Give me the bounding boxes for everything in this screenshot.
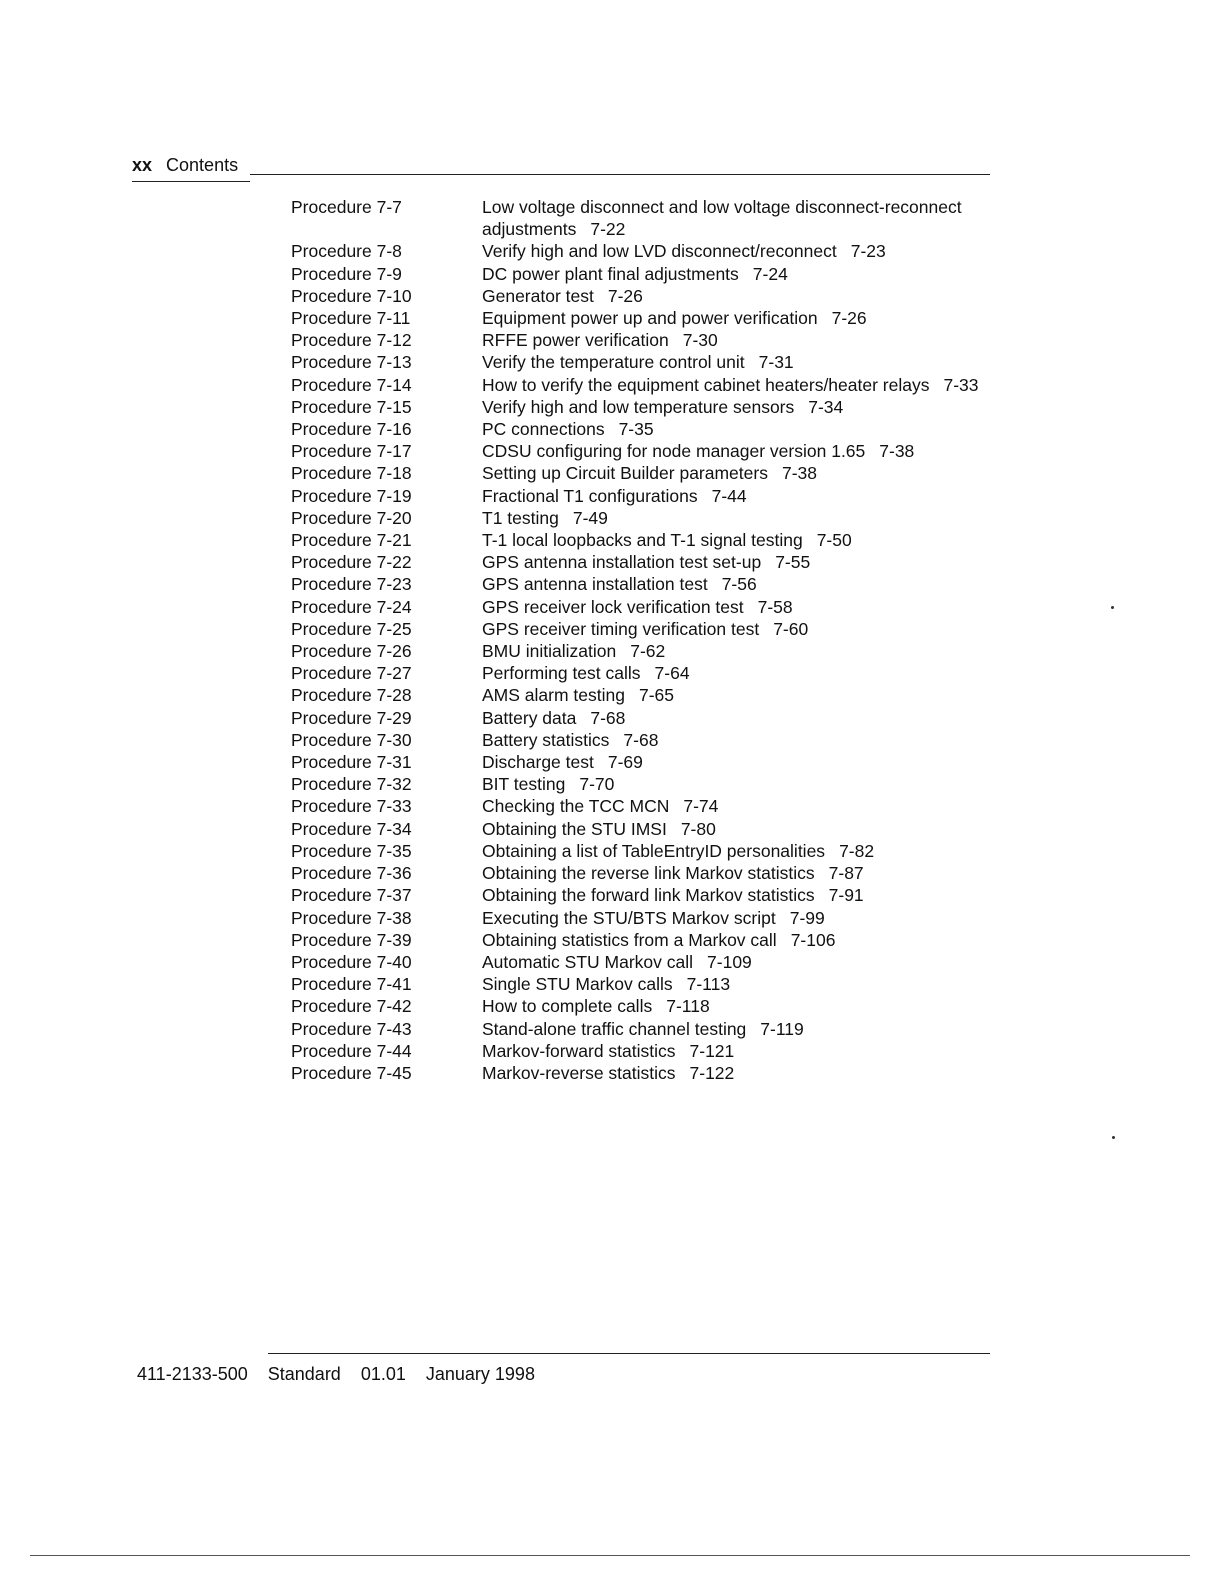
toc-entry bbox=[291, 440, 1011, 462]
document-date: January 1998 bbox=[425, 1364, 535, 1384]
document-number: 411-2133-500 bbox=[137, 1364, 248, 1384]
toc-entry-procedure: Procedure 7-29 bbox=[291, 707, 412, 728]
toc-entry-title: Performing test calls bbox=[482, 663, 641, 684]
toc-entry bbox=[291, 995, 1011, 1017]
toc-entry bbox=[291, 707, 1011, 729]
toc-entry-title-block bbox=[482, 329, 1011, 351]
toc-entry-page: 7-64 bbox=[654, 663, 690, 684]
toc-entry-page: 7-74 bbox=[683, 796, 719, 817]
toc-entry-title: Executing the STU/BTS Markov script bbox=[482, 907, 776, 928]
toc-entry-title-block bbox=[482, 396, 1011, 418]
toc-entry bbox=[291, 840, 1011, 862]
toc-entry-page: 7-69 bbox=[607, 752, 643, 773]
toc-entry-title: GPS receiver timing verification test bbox=[482, 618, 760, 639]
toc-entry-title: CDSU configuring for node manager version 1.65 bbox=[482, 441, 866, 462]
toc-entry-title: Obtaining statistics from a Markov call bbox=[482, 929, 777, 950]
toc-entry-procedure: Procedure 7-42 bbox=[291, 996, 412, 1017]
toc-entry-title-block bbox=[482, 573, 1011, 595]
toc-entry-title: Battery data bbox=[482, 707, 577, 728]
toc-entry-title: DC power plant final adjustments bbox=[482, 263, 739, 284]
toc-entry bbox=[291, 884, 1011, 906]
toc-entry-page: 7-50 bbox=[816, 530, 852, 551]
toc-entry bbox=[291, 907, 1011, 929]
toc-entry-title-block bbox=[482, 818, 1011, 840]
toc-entry-title: Obtaining the forward link Markov statistics bbox=[482, 885, 815, 906]
toc-entry bbox=[291, 618, 1011, 640]
toc-entry-title-block bbox=[482, 196, 1011, 240]
toc-entry-title-block bbox=[482, 884, 1011, 906]
toc-entry-procedure: Procedure 7-8 bbox=[291, 241, 402, 262]
toc-entry-procedure: Procedure 7-9 bbox=[291, 263, 402, 284]
toc-entry bbox=[291, 818, 1011, 840]
toc-entry-page: 7-121 bbox=[689, 1040, 735, 1061]
toc-entry-title-block bbox=[482, 285, 1011, 307]
toc-entry-page: 7-119 bbox=[760, 1018, 804, 1039]
toc-entry-title-block bbox=[482, 507, 1011, 529]
toc-entry-title: Verify the temperature control unit bbox=[482, 352, 745, 373]
toc-entry-title-block bbox=[482, 795, 1011, 817]
toc-entry-page: 7-34 bbox=[808, 396, 844, 417]
toc-entry-procedure: Procedure 7-30 bbox=[291, 729, 412, 750]
toc-entry-page: 7-65 bbox=[638, 685, 674, 706]
toc-entry-title: Checking the TCC MCN bbox=[482, 796, 670, 817]
toc-entry-procedure: Procedure 7-10 bbox=[291, 285, 412, 306]
toc-entry-page: 7-38 bbox=[781, 463, 817, 484]
toc-entry-title: Verify high and low temperature sensors bbox=[482, 396, 795, 417]
toc-entry-title-block bbox=[482, 529, 1011, 551]
toc-entry-page: 7-22 bbox=[590, 219, 626, 240]
toc-entry-page: 7-122 bbox=[689, 1062, 735, 1083]
toc-entry-title: RFFE power verification bbox=[482, 330, 669, 351]
toc-entry-procedure: Procedure 7-20 bbox=[291, 507, 412, 528]
document-issue: 01.01 bbox=[360, 1364, 406, 1384]
toc-entry-title: Stand-alone traffic channel testing bbox=[482, 1018, 747, 1039]
toc-entry-page: 7-30 bbox=[682, 330, 718, 351]
toc-entry-page: 7-118 bbox=[666, 996, 710, 1017]
toc-entry-title: Markov-reverse statistics bbox=[482, 1062, 676, 1083]
table-of-contents bbox=[291, 196, 1011, 1084]
toc-entry-title-block bbox=[482, 263, 1011, 285]
toc-entry-procedure: Procedure 7-35 bbox=[291, 840, 412, 861]
toc-entry-procedure: Procedure 7-23 bbox=[291, 574, 412, 595]
toc-entry-title: AMS alarm testing bbox=[482, 685, 625, 706]
toc-entry bbox=[291, 1062, 1011, 1084]
toc-entry-title: Battery statistics bbox=[482, 729, 610, 750]
toc-entry-page: 7-26 bbox=[831, 308, 867, 329]
toc-entry bbox=[291, 729, 1011, 751]
toc-entry bbox=[291, 751, 1011, 773]
toc-entry-procedure: Procedure 7-25 bbox=[291, 618, 412, 639]
toc-entry-title: Generator test bbox=[482, 285, 594, 306]
toc-entry-procedure: Procedure 7-36 bbox=[291, 863, 412, 884]
toc-entry-procedure: Procedure 7-43 bbox=[291, 1018, 412, 1039]
toc-entry-title: T1 testing bbox=[482, 507, 559, 528]
page-number: xx bbox=[132, 155, 153, 175]
toc-entry-procedure: Procedure 7-37 bbox=[291, 885, 412, 906]
toc-entry-title-block bbox=[482, 1040, 1011, 1062]
toc-entry-page: 7-56 bbox=[721, 574, 757, 595]
section-title: Contents bbox=[166, 155, 239, 175]
toc-entry-title-block bbox=[482, 929, 1011, 951]
toc-entry bbox=[291, 551, 1011, 573]
toc-entry-title-block bbox=[482, 1062, 1011, 1084]
toc-entry bbox=[291, 640, 1011, 662]
toc-entry bbox=[291, 951, 1011, 973]
toc-entry-procedure: Procedure 7-38 bbox=[291, 907, 412, 928]
toc-entry bbox=[291, 351, 1011, 373]
toc-entry-title-block bbox=[482, 418, 1011, 440]
toc-entry bbox=[291, 862, 1011, 884]
toc-entry bbox=[291, 596, 1011, 618]
toc-entry-procedure: Procedure 7-26 bbox=[291, 641, 412, 662]
toc-entry bbox=[291, 662, 1011, 684]
toc-entry-title: Obtaining the reverse link Markov statistics bbox=[482, 863, 815, 884]
toc-entry-page: 7-80 bbox=[680, 818, 716, 839]
toc-entry-title: GPS antenna installation test set-up bbox=[482, 552, 762, 573]
toc-entry bbox=[291, 1018, 1011, 1040]
toc-entry-page: 7-58 bbox=[757, 596, 793, 617]
toc-entry-title-block bbox=[482, 729, 1011, 751]
toc-entry bbox=[291, 329, 1011, 351]
toc-entry-title: GPS antenna installation test bbox=[482, 574, 708, 595]
toc-entry-procedure: Procedure 7-27 bbox=[291, 663, 412, 684]
toc-entry-page: 7-91 bbox=[828, 885, 864, 906]
toc-entry-title-block bbox=[482, 951, 1011, 973]
toc-entry-title-block bbox=[482, 618, 1011, 640]
toc-entry-title: Low voltage disconnect and low voltage disconnect-reconnect adjustments bbox=[482, 197, 962, 240]
toc-entry-title-block bbox=[482, 640, 1011, 662]
toc-entry-procedure: Procedure 7-28 bbox=[291, 685, 412, 706]
document-status: Standard bbox=[267, 1364, 341, 1384]
toc-entry-title: Fractional T1 configurations bbox=[482, 485, 698, 506]
toc-entry-procedure: Procedure 7-16 bbox=[291, 419, 412, 440]
toc-entry-procedure: Procedure 7-31 bbox=[291, 752, 412, 773]
toc-entry-page: 7-82 bbox=[839, 840, 875, 861]
toc-entry-procedure: Procedure 7-39 bbox=[291, 929, 412, 950]
toc-entry bbox=[291, 418, 1011, 440]
toc-entry-title: How to complete calls bbox=[482, 996, 653, 1017]
toc-entry-title-block bbox=[482, 440, 1011, 462]
toc-entry-page: 7-35 bbox=[618, 419, 654, 440]
toc-entry-title-block bbox=[482, 862, 1011, 884]
toc-entry bbox=[291, 396, 1011, 418]
toc-entry-title: Equipment power up and power verification bbox=[482, 308, 818, 329]
toc-entry-title: Setting up Circuit Builder parameters bbox=[482, 463, 768, 484]
toc-entry-title-block bbox=[482, 1018, 1011, 1040]
toc-entry-procedure: Procedure 7-11 bbox=[291, 308, 411, 329]
toc-entry bbox=[291, 285, 1011, 307]
toc-entry bbox=[291, 263, 1011, 285]
toc-entry-procedure: Procedure 7-33 bbox=[291, 796, 412, 817]
toc-entry-procedure: Procedure 7-22 bbox=[291, 552, 412, 573]
toc-entry-title-block bbox=[482, 596, 1011, 618]
toc-entry-title-block bbox=[482, 307, 1011, 329]
toc-entry-page: 7-62 bbox=[630, 641, 666, 662]
toc-entry-procedure: Procedure 7-19 bbox=[291, 485, 412, 506]
toc-entry bbox=[291, 773, 1011, 795]
toc-entry-title: Obtaining the STU IMSI bbox=[482, 818, 667, 839]
toc-entry-page: 7-31 bbox=[758, 352, 794, 373]
toc-entry-title: GPS receiver lock verification test bbox=[482, 596, 744, 617]
toc-entry-page: 7-68 bbox=[623, 729, 659, 750]
toc-entry-title: Single STU Markov calls bbox=[482, 974, 673, 995]
toc-entry-procedure: Procedure 7-34 bbox=[291, 818, 412, 839]
footer-rule bbox=[268, 1353, 990, 1354]
toc-entry-procedure: Procedure 7-14 bbox=[291, 374, 412, 395]
toc-entry-page: 7-60 bbox=[773, 618, 809, 639]
page-edge-rule bbox=[30, 1555, 1190, 1556]
toc-entry-page: 7-26 bbox=[607, 285, 643, 306]
toc-entry bbox=[291, 684, 1011, 706]
toc-entry-procedure: Procedure 7-13 bbox=[291, 352, 412, 373]
toc-entry-procedure: Procedure 7-44 bbox=[291, 1040, 412, 1061]
toc-entry bbox=[291, 573, 1011, 595]
toc-entry-page: 7-99 bbox=[789, 907, 825, 928]
toc-entry bbox=[291, 1040, 1011, 1062]
toc-entry bbox=[291, 973, 1011, 995]
toc-entry bbox=[291, 795, 1011, 817]
toc-entry-title-block bbox=[482, 684, 1011, 706]
toc-entry-title-block bbox=[482, 907, 1011, 929]
toc-entry-procedure: Procedure 7-24 bbox=[291, 596, 412, 617]
toc-entry-title: How to verify the equipment cabinet heaters/heater relays bbox=[482, 374, 930, 395]
toc-entry bbox=[291, 307, 1011, 329]
toc-entry bbox=[291, 240, 1011, 262]
toc-entry-title-block bbox=[482, 751, 1011, 773]
toc-entry-title-block bbox=[482, 707, 1011, 729]
toc-entry-procedure: Procedure 7-41 bbox=[291, 974, 412, 995]
toc-entry-title-block bbox=[482, 973, 1011, 995]
toc-entry-procedure: Procedure 7-21 bbox=[291, 530, 412, 551]
toc-entry-page: 7-33 bbox=[943, 374, 979, 395]
toc-entry-title-block bbox=[482, 662, 1011, 684]
toc-entry-title-block bbox=[482, 551, 1011, 573]
toc-entry-title: PC connections bbox=[482, 419, 605, 440]
toc-entry-page: 7-24 bbox=[752, 263, 788, 284]
header-rule-short bbox=[132, 181, 250, 182]
toc-entry bbox=[291, 929, 1011, 951]
header-rule-long bbox=[250, 174, 990, 175]
toc-entry-page: 7-49 bbox=[572, 507, 608, 528]
toc-entry-page: 7-87 bbox=[828, 863, 864, 884]
toc-entry-title-block bbox=[482, 773, 1011, 795]
toc-entry-title-block bbox=[482, 462, 1011, 484]
scan-speck bbox=[1111, 606, 1114, 609]
toc-entry-title: Obtaining a list of TableEntryID personalities bbox=[482, 840, 826, 861]
toc-entry bbox=[291, 529, 1011, 551]
toc-entry bbox=[291, 374, 1011, 396]
toc-entry-title: Verify high and low LVD disconnect/reconnect bbox=[482, 241, 837, 262]
toc-entry-procedure: Procedure 7-32 bbox=[291, 774, 412, 795]
toc-entry-procedure: Procedure 7-45 bbox=[291, 1062, 412, 1083]
toc-entry-page: 7-38 bbox=[879, 441, 915, 462]
toc-entry-title: BMU initialization bbox=[482, 641, 617, 662]
toc-entry bbox=[291, 485, 1011, 507]
toc-entry bbox=[291, 462, 1011, 484]
toc-entry-page: 7-106 bbox=[790, 929, 836, 950]
toc-entry-title: T-1 local loopbacks and T-1 signal testing bbox=[482, 530, 803, 551]
toc-entry bbox=[291, 196, 1011, 240]
toc-entry-page: 7-44 bbox=[711, 485, 747, 506]
toc-entry-page: 7-55 bbox=[775, 552, 811, 573]
toc-entry-title-block bbox=[482, 351, 1011, 373]
toc-entry-title: BIT testing bbox=[482, 774, 566, 795]
toc-entry-page: 7-113 bbox=[686, 974, 731, 995]
page-footer bbox=[137, 1364, 555, 1385]
toc-entry-title-block bbox=[482, 840, 1011, 862]
toc-entry-title-block bbox=[482, 995, 1011, 1017]
toc-entry-title: Markov-forward statistics bbox=[482, 1040, 676, 1061]
toc-entry-procedure: Procedure 7-18 bbox=[291, 463, 412, 484]
toc-entry-procedure: Procedure 7-7 bbox=[291, 197, 402, 217]
scan-speck bbox=[1112, 1136, 1115, 1139]
toc-entry-title-block bbox=[482, 485, 1011, 507]
toc-entry-procedure: Procedure 7-17 bbox=[291, 441, 412, 462]
toc-entry-title: Discharge test bbox=[482, 752, 594, 773]
toc-entry-page: 7-23 bbox=[850, 241, 886, 262]
toc-entry bbox=[291, 507, 1011, 529]
toc-entry-title-block bbox=[482, 240, 1011, 262]
toc-entry-page: 7-68 bbox=[590, 707, 626, 728]
toc-entry-procedure: Procedure 7-40 bbox=[291, 951, 412, 972]
page-header bbox=[132, 155, 238, 176]
toc-entry-page: 7-70 bbox=[579, 774, 615, 795]
toc-entry-procedure: Procedure 7-12 bbox=[291, 330, 412, 351]
toc-entry-title: Automatic STU Markov call bbox=[482, 951, 694, 972]
toc-entry-title-block bbox=[482, 374, 1011, 396]
toc-entry-page: 7-109 bbox=[707, 951, 752, 972]
toc-entry-procedure: Procedure 7-15 bbox=[291, 396, 412, 417]
